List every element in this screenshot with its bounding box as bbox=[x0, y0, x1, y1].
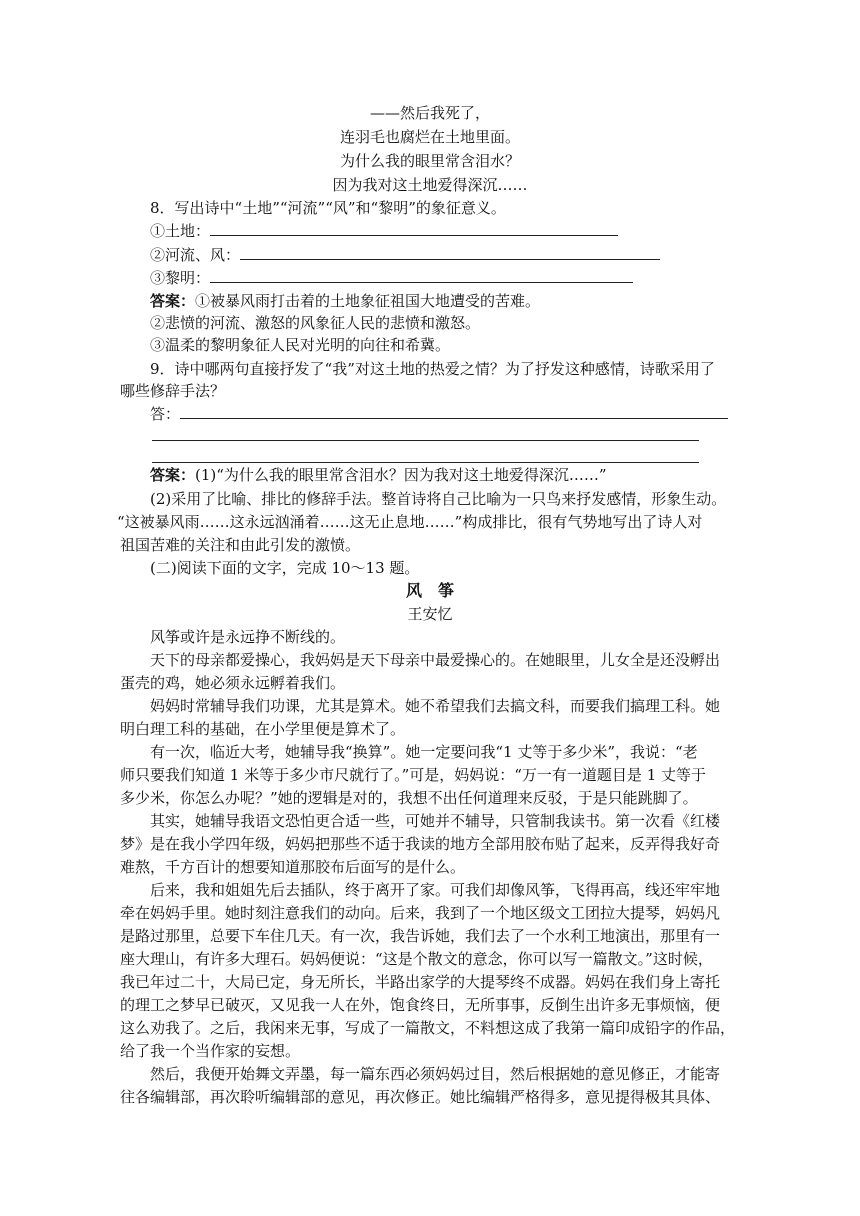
answer-blank-line[interactable] bbox=[152, 440, 699, 441]
article-line: 给了我一个当作家的妄想。 bbox=[120, 1042, 301, 1060]
q8-item-river-wind bbox=[150, 244, 660, 266]
answer-prompt-label: 答： bbox=[150, 405, 181, 423]
article-line: 师只要我们知道 1 米等于多少市尺就行了。”可是，妈妈说：“万一有一道题目是 1 丈等于 bbox=[120, 766, 706, 784]
q8-item-dawn bbox=[150, 267, 633, 289]
q9-answer-1 bbox=[150, 464, 607, 486]
answer-text: (1)“为什么我的眼里常含泪水？因为我对这土地爱得深沉……” bbox=[195, 466, 607, 484]
article-author: 王安忆 bbox=[407, 605, 453, 623]
answer-label: 答案： bbox=[150, 466, 196, 484]
poem-line: ——然后我死了， bbox=[369, 104, 490, 122]
q8-item-land bbox=[150, 220, 618, 242]
poem-line: 为什么我的眼里常含泪水？ bbox=[339, 152, 520, 170]
answer-blank[interactable] bbox=[210, 267, 633, 283]
poem-line: 连羽毛也腐烂在土地里面。 bbox=[339, 128, 520, 146]
q8-answer-1 bbox=[150, 290, 540, 312]
answer-blank[interactable] bbox=[180, 403, 728, 419]
article-line: 妈妈时常辅导我们功课，尤其是算术。她不希望我们去搞文科，而要我们搞理工科。她 bbox=[150, 697, 721, 715]
q8-item-label: ③黎明： bbox=[150, 269, 211, 287]
article-line: 蛋壳的鸡，她必须永远孵着我们。 bbox=[120, 674, 346, 692]
article-line: 座大理山，有许多大理石。妈妈便说：“这是个散文的意念，你可以写一篇散文。”这时候， bbox=[120, 950, 713, 968]
section-intro: (二)阅读下面的文字，完成 10～13 题。 bbox=[150, 559, 420, 577]
article-line: 我已年过二十，大局已定，身无所长，半路出家学的大提琴终不成器。妈妈在我们身上寄托 bbox=[120, 973, 721, 991]
article-line: 明白理工科的基础，在小学里便是算术了。 bbox=[120, 720, 406, 738]
q9-answer-prompt bbox=[150, 403, 728, 425]
q9-answer-4: 祖国苦难的关注和由此引发的激愤。 bbox=[120, 536, 361, 554]
q9-answer-3: “这被暴风雨……这永远汹涌着……这无止息地……”构成排比，很有气势地写出了诗人对 bbox=[117, 513, 703, 531]
answer-text: ①被暴风雨打击着的土地象征祖国大地遭受的苦难。 bbox=[195, 292, 541, 310]
answer-label: 答案： bbox=[150, 292, 196, 310]
article-line: 这么劝我了。之后，我闲来无事，写成了一篇散文，不料想这成了我第一篇印成铅字的作品， bbox=[120, 1019, 736, 1037]
article-line: 有一次，临近大考，她辅导我“换算”。她一定要问我“1 丈等于多少米”，我说：“老 bbox=[150, 743, 698, 761]
answer-blank[interactable] bbox=[210, 220, 618, 236]
article-title: 风 筝 bbox=[405, 581, 454, 600]
article-line: 的理工之梦早已破灭，又见我一人在外，饱食终日，无所事事，反倒生出许多无事烦恼，便 bbox=[120, 996, 721, 1014]
article-line: 风筝或许是永远挣不断线的。 bbox=[150, 628, 346, 646]
article-line: 然后，我便开始舞文弄墨，每一篇东西必须妈妈过目，然后根据她的意见修正，才能寄 bbox=[150, 1065, 721, 1083]
article-line: 天下的母亲都爱操心，我妈妈是天下母亲中最爱操心的。在她眼里，儿女全是还没孵出 bbox=[150, 651, 721, 669]
article-line: 难熬，千方百计的想要知道那胶布后面写的是什么。 bbox=[120, 858, 466, 876]
question-8: 8．写出诗中“土地”“河流”“风”和“黎明”的象征意义。 bbox=[150, 199, 506, 217]
question-9: 9．诗中哪两句直接抒发了“我”对这土地的热爱之情？为了抒发这种感情，诗歌采用了 bbox=[150, 360, 715, 378]
q8-answer-2: ②悲愤的河流、激怒的风象征人民的悲愤和激怒。 bbox=[150, 314, 481, 332]
question-9-cont: 哪些修辞手法？ bbox=[120, 382, 226, 400]
article-line: 牵在妈妈手里。她时刻注意我们的动向。后来，我到了一个地区级文工团拉大提琴，妈妈凡 bbox=[120, 904, 721, 922]
article-line: 是路过那里，总要下车住几天。有一次，我告诉她，我们去了一个水利工地演出，那里有一 bbox=[120, 927, 721, 945]
article-line: 多少米，你怎么办呢？”她的逻辑是对的，我想不出任何道理来反驳，于是只能跳脚了。 bbox=[120, 789, 698, 807]
article-line: 往各编辑部，再次聆听编辑部的意见，再次修正。她比编辑严格得多，意见提得极其具体、 bbox=[120, 1088, 721, 1106]
q8-item-label: ①土地： bbox=[150, 222, 211, 240]
article-line: 梦》是在我小学四年级，妈妈把那些不适于我读的地方全部用胶布贴了起来，反弄得我好奇 bbox=[120, 835, 721, 853]
article-line: 后来，我和姐姐先后去插队，终于离开了家。可我们却像风筝，飞得再高，线还牢牢地 bbox=[150, 881, 721, 899]
q8-item-label: ②河流、风： bbox=[150, 246, 241, 264]
q8-answer-3: ③温柔的黎明象征人民对光明的向往和希冀。 bbox=[150, 336, 451, 354]
answer-blank[interactable] bbox=[240, 244, 660, 260]
poem-line: 因为我对这土地爱得深沉…… bbox=[332, 176, 528, 194]
q9-answer-2: (2)采用了比喻、排比的修辞手法。整首诗将自己比喻为一只鸟来抒发感情，形象生动。 bbox=[150, 490, 727, 508]
answer-blank-line[interactable] bbox=[152, 462, 699, 463]
article-line: 其实，她辅导我语文恐怕更合适一些，可她并不辅导，只管制我读书。第一次看《红楼 bbox=[150, 812, 721, 830]
